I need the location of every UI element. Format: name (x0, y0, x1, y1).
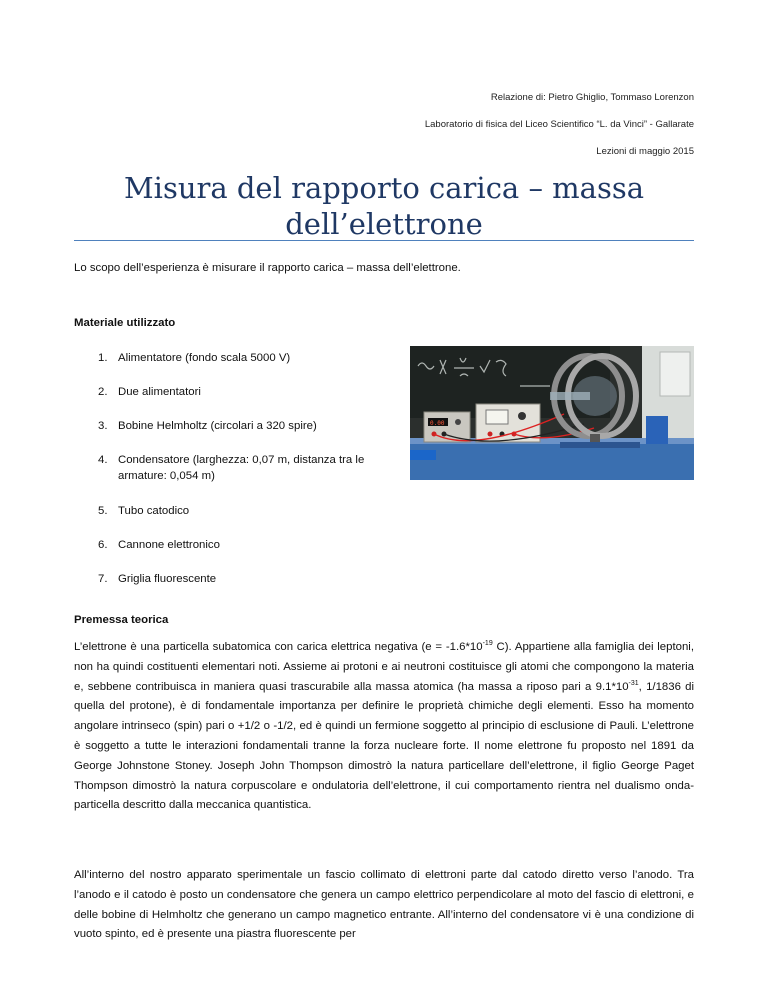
header-authors: Relazione di: Pietro Ghiglio, Tommaso Lorenzon (490, 92, 694, 103)
list-item: 6. Cannone elettronico (98, 539, 220, 551)
theory-heading: Premessa teorica (74, 614, 169, 626)
title-line-1: Misura del rapporto carica – massa (123, 171, 645, 205)
list-item: 1. Alimentatore (fondo scala 5000 V) (98, 352, 291, 364)
header-date: Lezioni di maggio 2015 (596, 146, 694, 157)
title-line-2: dell’elettrone (285, 207, 483, 241)
theory-paragraph-1: L’elettrone è una particella subatomica con carica elettrica negativa ($e = -1.6*10^{-19}$ C). Appartiene alla famiglia dei leptoni, non ha quindi costituenti elementari noti. Assieme ai protoni e ai neutroni costituisce gli atomi che compongono la materia e, sebbene contribuisca in maniera quasi trascurabile alla massa atomica (ha massa a riposo pari a $9.1*10^{-31}$, 1/1836 di quella del protone), è di fondamentale importanza per definire le proprietà chimiche degli elementi. Esso ha momento angolare intrinseco (spin) pari o +1/2 o -1/2, ed è quindi un fermione soggetto al principio di esclusione di Pauli. L’elettrone è soggetto a tutte le interazioni fondamentali tranne la forza nucleare forte. Il nome elettrone fu proposto nel 1891 da George Johnstone Stoney. Joseph John Thompson dimostrò la natura particellare dell’elettrone, il figlio George Paget Thompson dimostrò la natura corpuscolare e ondulatoria dell’elettrone, il cui comportamento rientra nel dualismo onda-particella descritto dalla meccanica quantistica. (74, 640, 694, 812)
list-item: 5. Tubo catodico (98, 505, 190, 517)
header-lab: Laboratorio di fisica del Liceo Scientifico “L. da Vinci” - Gallarate (424, 119, 694, 130)
theory-paragraph-2: All’interno del nostro apparato sperimentale un fascio collimato di elettroni parte dal catodo diretto verso l’anodo. Tra l’anodo e il catodo è posto un condensatore che genera un campo elettrico perpendicolare al moto del fascio di elettroni, e delle bobine di Helmholtz che generano un campo magnetico entrante. All’interno del condensatore vi è una condizione di vuoto spinto, ed è presente una piastra fluorescente per (74, 869, 694, 941)
intro-paragraph: Lo scopo dell’esperienza è misurare il rapporto carica – massa dell’elettrone. (74, 262, 461, 274)
document-title (74, 170, 694, 242)
list-item: 2. Due alimentatori (98, 386, 201, 398)
list-item: 4. Condensatore (larghezza: 0,07 m, distanza tra le armature: 0,054 m) (98, 454, 365, 482)
apparatus-photo (410, 346, 694, 480)
materials-heading: Materiale utilizzato (74, 317, 176, 329)
list-item: 7. Griglia fluorescente (98, 573, 217, 585)
list-item: 3. Bobine Helmholtz (circolari a 320 spire) (98, 420, 317, 432)
title-underline (74, 240, 694, 241)
supply-display-readout: 0.00 (430, 420, 445, 427)
